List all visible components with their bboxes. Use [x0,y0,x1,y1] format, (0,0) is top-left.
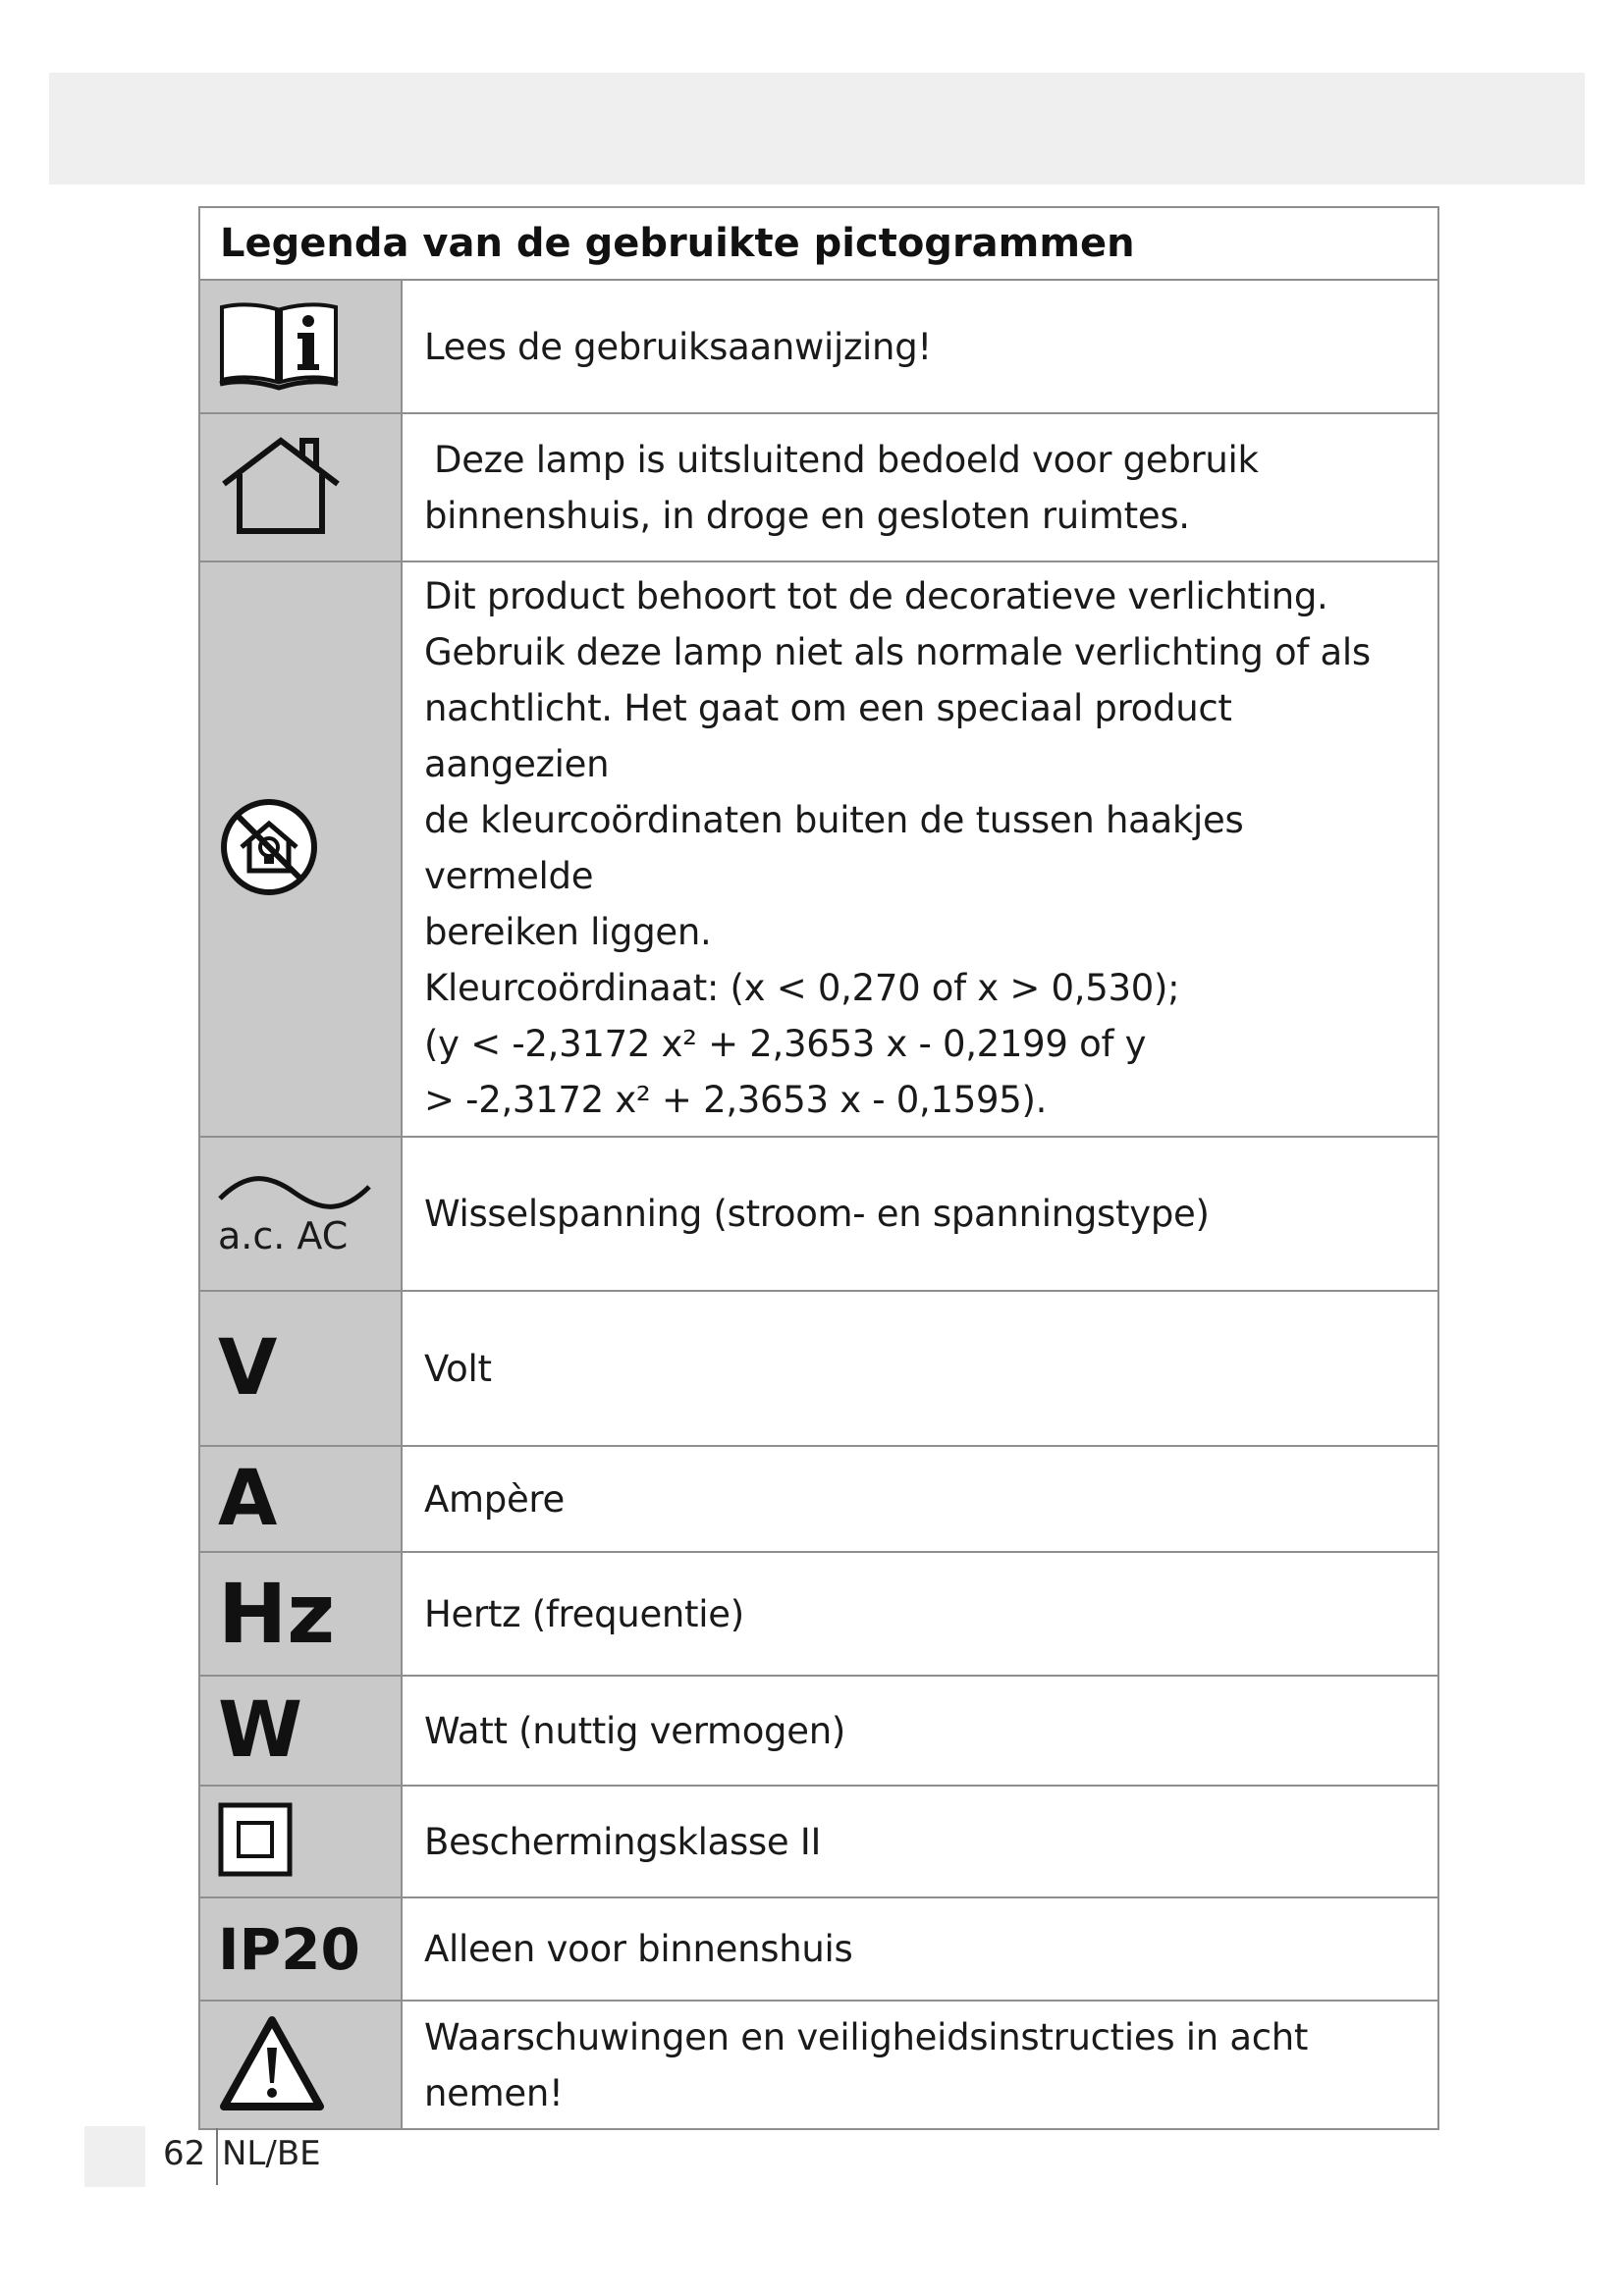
symbol-cell [199,1552,402,1676]
description-text: Watt (nuttig vermogen) [424,1709,845,1752]
description-cell [402,561,1438,1137]
header-band [49,73,1585,185]
description-line: binnenshuis, in droge en gesloten ruimtes. [424,494,1190,537]
description-text: Wisselspanning (stroom- en spanningstype) [424,1193,1210,1235]
description-cell [402,1291,1438,1446]
protection-class-ii-icon [218,1802,293,1877]
description-text: Lees de gebruiksaanwijzing! [424,325,932,368]
table-row [199,2001,1438,2129]
table-row [199,1786,1438,1897]
description-line: de kleurcoördinaten buiten de tussen haakjes vermelde [424,799,1244,897]
description-line: nachtlicht. Het gaat om een speciaal product aangezien [424,687,1232,785]
warning-triangle-icon [218,2014,326,2112]
watt-symbol: W [218,1686,303,1775]
footer-divider [216,2128,218,2185]
table-row [199,413,1438,561]
read-manual-icon [218,297,340,392]
pictogram-legend-table [198,206,1439,2130]
description-text: Hertz (frequentie) [424,1592,744,1635]
symbol-cell [199,280,402,413]
symbol-cell [199,1137,402,1291]
description-line: Dit product behoort tot de decoratieve verlichting. [424,575,1328,617]
description-line: Kleurcoördinaat: (x < 0,270 of x > 0,530); [424,967,1180,1009]
hertz-symbol: Hz [218,1566,336,1662]
symbol-cell [199,1446,402,1552]
footer-marker [84,2126,145,2187]
symbol-cell [199,2001,402,2129]
table-row [199,1552,1438,1676]
table-row [199,1897,1438,2001]
ip20-symbol: IP20 [218,1915,360,1983]
description-text: Volt [424,1347,492,1390]
symbol-cell [199,1897,402,2001]
symbol-cell [199,1676,402,1786]
ac-sine-wave-icon [218,1171,371,1214]
description-text: Beschermingsklasse II [424,1820,822,1863]
description-line: (y < -2,3172 x² + 2,3653 x - 0,2199 of y [424,1023,1147,1065]
page-number: 62 [163,2134,206,2173]
table-row [199,1291,1438,1446]
table-row [199,1446,1438,1552]
symbol-cell [199,1291,402,1446]
description-line: Gebruik deze lamp niet als normale verlichting of als [424,631,1371,673]
description-cell [402,280,1438,413]
description-cell [402,1897,1438,2001]
description-line: bereiken liggen. [424,911,712,953]
description-line: > -2,3172 x² + 2,3653 x - 0,1595). [424,1079,1048,1121]
description-text: Alleen voor binnenshuis [424,1928,853,1970]
table-row [199,561,1438,1137]
description-text: Ampère [424,1477,565,1521]
description-cell [402,1676,1438,1786]
description-cell [402,1446,1438,1552]
ampere-symbol: A [218,1455,278,1543]
table-row [199,280,1438,413]
symbol-cell [199,561,402,1137]
description-text: Waarschuwingen en veiligheidsinstructies in acht nemen! [424,2015,1309,2114]
table-row [199,1676,1438,1786]
description-cell [402,413,1438,561]
symbol-cell [199,1786,402,1897]
no-household-lighting-icon [218,796,320,898]
description-cell [402,1137,1438,1291]
description-line: Deze lamp is uitsluitend bedoeld voor gebruik [434,438,1259,481]
description-cell [402,1552,1438,1676]
ac-label: a.c. AC [218,1213,349,1257]
description-cell [402,2001,1438,2129]
table-row [199,1137,1438,1291]
legend-title: Legenda van de gebruikte pictogrammen [199,207,1438,280]
symbol-cell [199,413,402,561]
language-code: NL/BE [222,2134,321,2173]
legend-title-row [199,207,1438,280]
house-icon [218,435,344,537]
volt-symbol: V [218,1324,278,1413]
description-cell [402,1786,1438,1897]
